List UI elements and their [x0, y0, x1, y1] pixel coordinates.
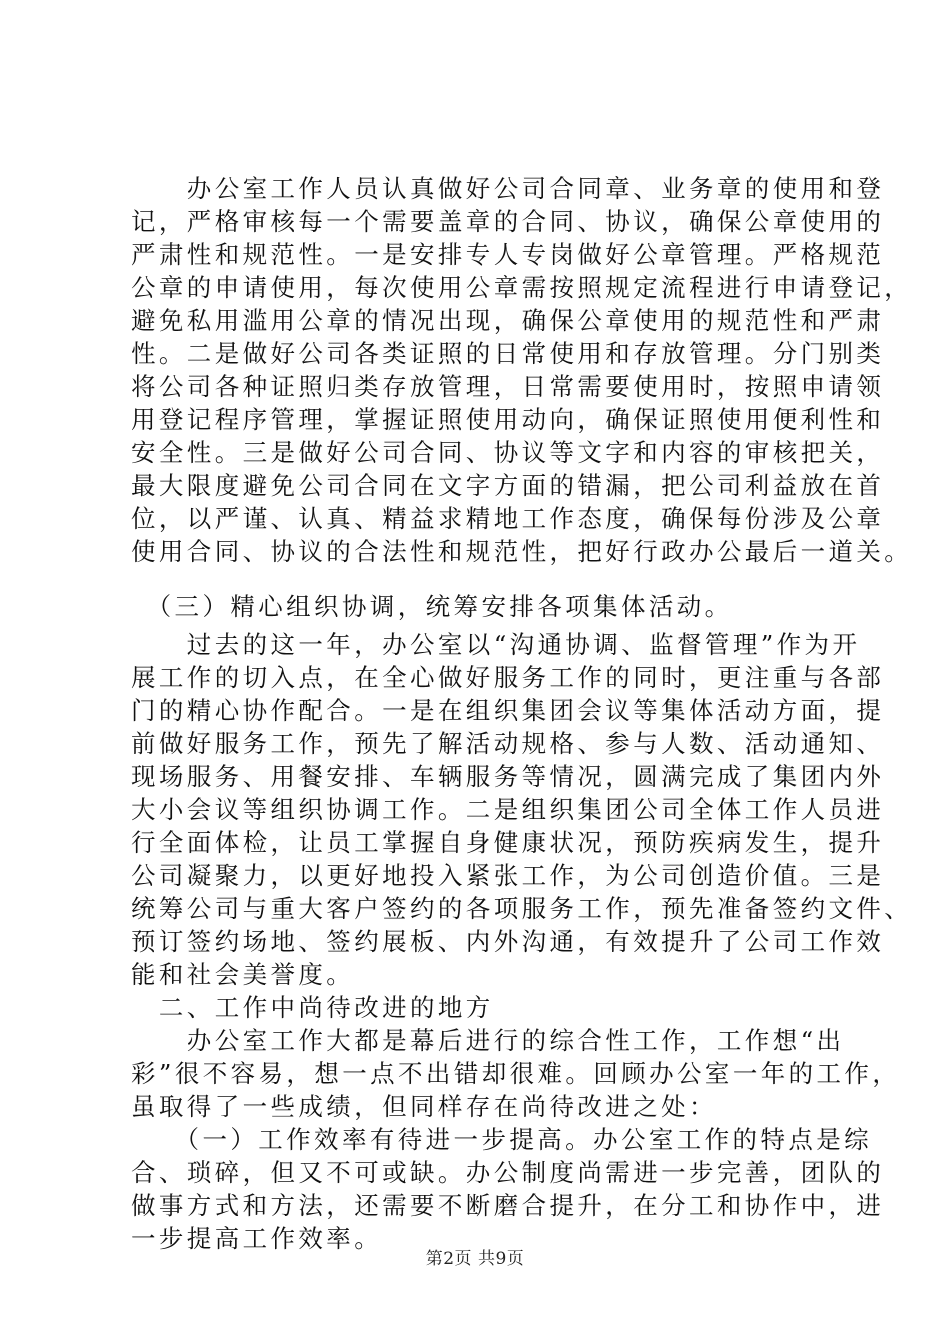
text-line: 门的精心协作配合。一是在组织集团会议等集体活动方面，提 [131, 696, 885, 725]
text-line: 使用合同、协议的合法性和规范性，把好行政办公最后一道关。 [131, 537, 913, 566]
text-line: 避免私用滥用公章的情况出现，确保公章使用的规范性和严肃 [131, 306, 885, 335]
text-line: 公司凝聚力，以更好地投入紧张工作，为公司创造价值。三是 [131, 861, 885, 890]
text-line: （一）工作效率有待进一步提高。办公室工作的特点是综 [131, 1125, 873, 1154]
text-line: 办公室工作大都是幕后进行的综合性工作，工作想“出 [131, 1026, 845, 1055]
page-number-footer: 第2页 共9页 [425, 1249, 525, 1269]
text-line: 统筹公司与重大客户签约的各项服务工作，预先准备签约文件、 [131, 894, 913, 923]
text-line: 做事方式和方法，还需要不断磨合提升，在分工和协作中，进 [131, 1191, 885, 1220]
text-line: 公章的申请使用，每次使用公章需按照规定流程进行申请登记， [131, 273, 913, 302]
text-line: 预订签约场地、签约展板、内外沟通，有效提升了公司工作效 [131, 927, 885, 956]
text-line: 最大限度避免公司合同在文字方面的错漏，把公司利益放在首 [131, 471, 885, 500]
text-line: 彩”很不容易，想一点不出错却很难。回顾办公室一年的工作， [131, 1059, 901, 1088]
text-line: 安全性。三是做好公司合同、协议等文字和内容的审核把关， [131, 438, 885, 467]
text-line: 能和社会美誉度。 [131, 960, 355, 989]
text-line: 过去的这一年，办公室以“沟通协调、监督管理”作为开 [131, 630, 861, 659]
section-heading-line: （三）精心组织协调，统筹安排各项集体活动。 [131, 592, 733, 621]
text-line: 一步提高工作效率。 [131, 1224, 383, 1253]
text-line: 用登记程序管理，掌握证照使用动向，确保证照使用便利性和 [131, 405, 885, 434]
text-line: 记，严格审核每一个需要盖章的合同、协议，确保公章使用的 [131, 207, 885, 236]
text-line: 将公司各种证照归类存放管理，日常需要使用时，按照申请领 [131, 372, 885, 401]
text-line: 前做好服务工作，预先了解活动规格、参与人数、活动通知、 [131, 729, 885, 758]
text-line: 严肃性和规范性。一是安排专人专岗做好公章管理。严格规范 [131, 240, 885, 269]
text-line: 合、琐碎，但又不可或缺。办公制度尚需进一步完善，团队的 [131, 1158, 885, 1187]
section-heading-line: 二、工作中尚待改进的地方 [131, 993, 494, 1022]
text-line: 虽取得了一些成绩，但同样存在尚待改进之处： [131, 1092, 717, 1121]
text-line: 办公室工作人员认真做好公司合同章、业务章的使用和登 [131, 174, 885, 203]
text-line: 大小会议等组织协调工作。二是组织集团公司全体工作人员进 [131, 795, 885, 824]
text-line: 现场服务、用餐安排、车辆服务等情况，圆满完成了集团内外 [131, 762, 885, 791]
text-line: 展工作的切入点，在全心做好服务工作的同时，更注重与各部 [131, 663, 885, 692]
text-line: 行全面体检，让员工掌握自身健康状况，预防疾病发生，提升 [131, 828, 885, 857]
text-line: 位，以严谨、认真、精益求精地工作态度，确保每份涉及公章 [131, 504, 885, 533]
text-line: 性。二是做好公司各类证照的日常使用和存放管理。分门别类 [131, 339, 885, 368]
